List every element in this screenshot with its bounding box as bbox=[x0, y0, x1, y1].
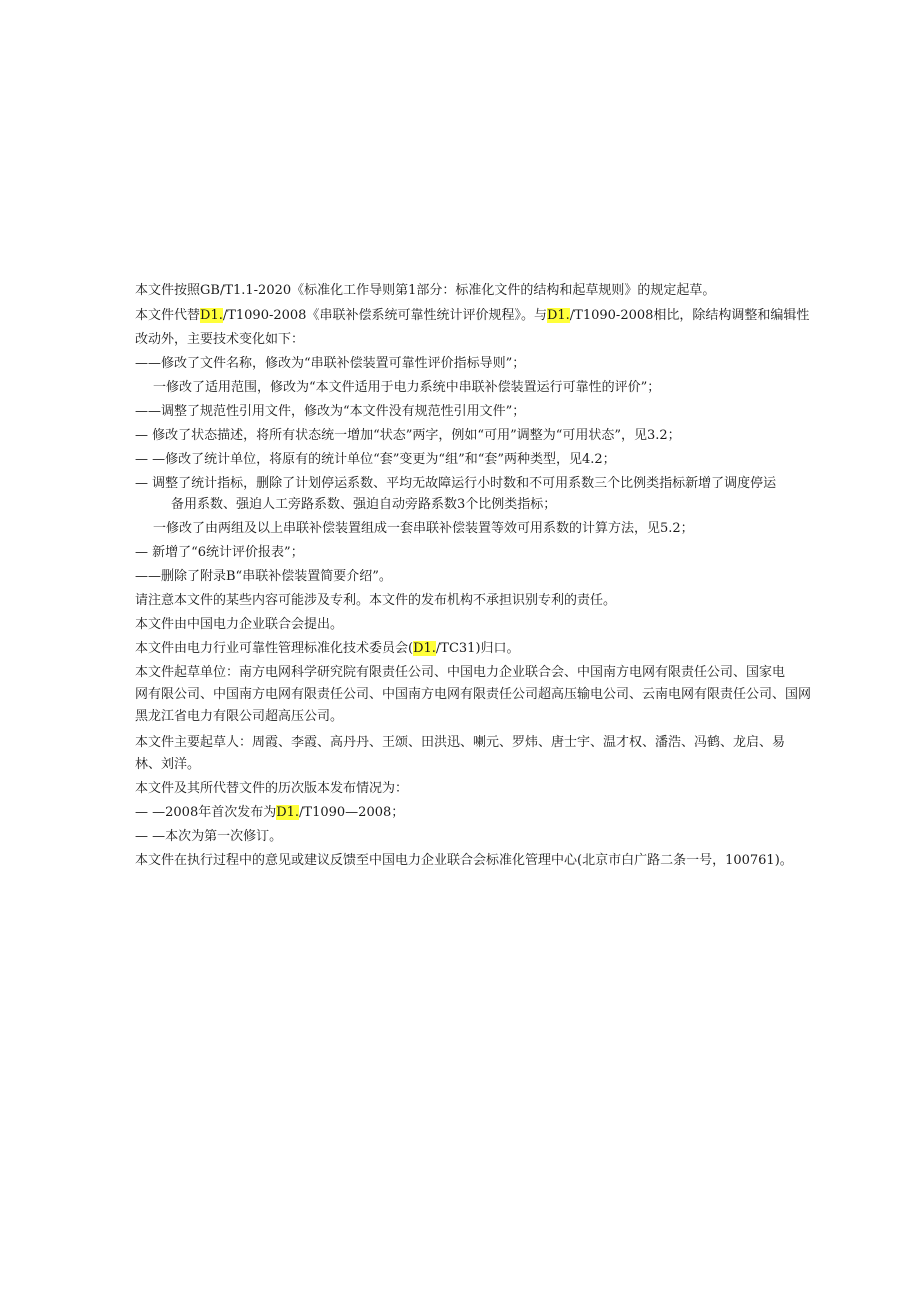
highlighted-text: D1. bbox=[276, 805, 300, 820]
text-line bbox=[135, 475, 776, 493]
text-line bbox=[135, 640, 520, 658]
text-segment: ——删除了附录B“串联补偿装置简要介绍”。 bbox=[135, 569, 392, 584]
text-segment: 本文件代替 bbox=[135, 308, 201, 323]
text-segment: 本文件起草单位：南方电网科学研究院有限责任公司、中国电力企业联合会、中国南方电网有限责任公司、国家电 bbox=[135, 665, 786, 680]
text-segment: 网有限公司、中国南方电网有限责任公司、中国南方电网有限责任公司超高压输电公司、云南电网有限责任公司、国网 bbox=[135, 687, 812, 702]
text-segment: 改动外，主要技术变化如下： bbox=[135, 332, 305, 347]
text-line bbox=[135, 592, 616, 610]
highlighted-text: D1. bbox=[413, 641, 436, 656]
text-line bbox=[135, 427, 681, 445]
highlighted-text: D1. bbox=[200, 308, 223, 323]
text-segment: 一修改了由两组及以上串联补偿装置组成一套串联补偿装置等效可用系数的计算方法，见5.2； bbox=[153, 521, 694, 536]
text-line bbox=[135, 568, 392, 586]
text-segment: — 调整了统计指标，删除了计划停运系数、平均无故障运行小时数和不可用系数三个比例类指标新增了调度停运 bbox=[135, 476, 777, 491]
text-line bbox=[135, 403, 525, 421]
text-segment: 本文件由中国电力企业联合会提出。 bbox=[135, 617, 344, 632]
text-segment: 本文件主要起草人：周霞、李霞、高丹丹、王颂、田洪迅、喇元、罗炜、唐士宇、温才权、潘浩、冯鹤、龙启、易 bbox=[135, 735, 786, 750]
text-segment: — 修改了状态描述，将所有状态统一增加“状态”两字，例如“可用”调整为“可用状态”，见3.2； bbox=[135, 428, 681, 443]
text-segment: /T1090—2008； bbox=[299, 805, 405, 820]
text-line bbox=[135, 780, 408, 798]
text-segment: 本文件在执行过程中的意见或建议反馈至中国电力企业联合会标准化管理中心(北京市白广路二条一号，100761)。 bbox=[135, 853, 793, 868]
text-segment: — —2008年首次发布为 bbox=[135, 805, 277, 820]
text-segment: 一修改了适用范围，修改为“本文件适用于电力系统中串联补偿装置运行可靠性的评价”； bbox=[153, 380, 661, 395]
text-line bbox=[135, 544, 304, 562]
text-line bbox=[135, 355, 525, 373]
text-segment: /T1090-2008相比，除结构调整和编辑性 bbox=[569, 308, 810, 323]
text-line bbox=[135, 451, 616, 469]
text-line bbox=[153, 379, 660, 397]
text-line bbox=[135, 734, 785, 752]
text-segment: 黑龙江省电力有限公司超高压公司。 bbox=[135, 709, 344, 724]
text-line bbox=[135, 686, 811, 704]
text-segment: 林、刘洋。 bbox=[135, 757, 201, 772]
highlighted-text: D1. bbox=[546, 308, 570, 323]
text-line bbox=[135, 852, 793, 870]
text-segment: /TC31)归口。 bbox=[435, 641, 520, 656]
text-line bbox=[135, 307, 809, 325]
text-line bbox=[135, 331, 304, 349]
text-line bbox=[135, 756, 200, 774]
text-line bbox=[135, 616, 343, 634]
text-segment: — —修改了统计单位，将原有的统计单位“套”变更为“组”和“套”两种类型，见4.2； bbox=[135, 452, 616, 467]
text-segment: 备用系数、强迫人工旁路系数、强迫自动旁路系数3个比例类指标； bbox=[171, 497, 557, 512]
text-segment: — 新增了“6统计评价报表”； bbox=[135, 545, 304, 560]
text-segment: ——修改了文件名称，修改为“串联补偿装置可靠性评价指标导则”； bbox=[135, 356, 526, 371]
text-line bbox=[135, 282, 715, 300]
text-segment: 请注意本文件的某些内容可能涉及专利。本文件的发布机构不承担识别专利的责任。 bbox=[135, 593, 617, 608]
text-line bbox=[135, 804, 404, 822]
text-segment: ——调整了规范性引用文件，修改为“本文件没有规范性引用文件”； bbox=[135, 404, 526, 419]
text-segment: /T1090-2008《串联补偿系统可靠性统计评价规程》。与 bbox=[222, 308, 547, 323]
text-line bbox=[153, 520, 694, 538]
text-segment: 本文件及其所代替文件的历次版本发布情况为： bbox=[135, 781, 409, 796]
text-segment: — —本次为第一次修订。 bbox=[135, 829, 283, 844]
text-segment: 本文件按照GB/T1.1-2020《标准化工作导则第1部分：标准化文件的结构和起草规则》的规定起草。 bbox=[135, 283, 716, 298]
text-line bbox=[171, 496, 556, 514]
text-line bbox=[135, 708, 343, 726]
text-segment: 本文件由电力行业可靠性管理标准化技术委员会( bbox=[135, 641, 414, 656]
text-line bbox=[135, 828, 282, 846]
text-line bbox=[135, 664, 785, 682]
